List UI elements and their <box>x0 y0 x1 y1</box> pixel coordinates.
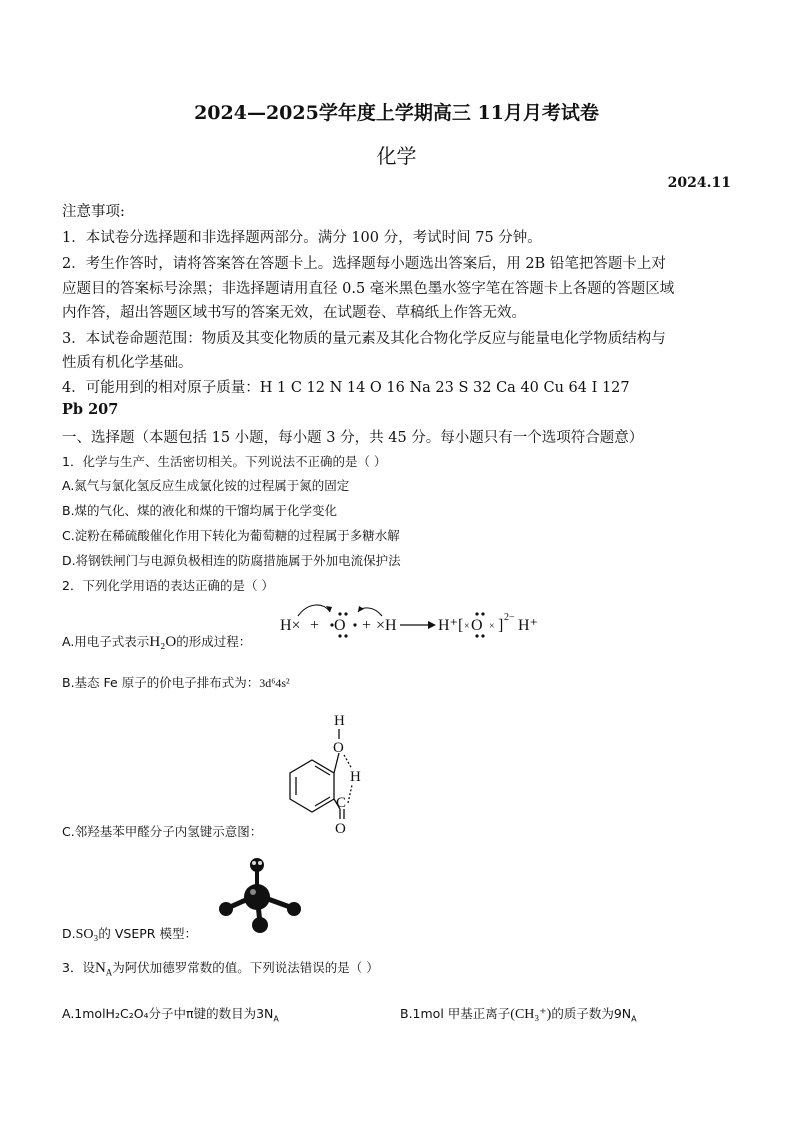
q1-option-a: A.氮气与氯化氢反应生成氯化铵的过程属于氮的固定 <box>62 478 350 493</box>
electron-dot <box>481 612 484 615</box>
svg-text:H×: H× <box>280 617 301 634</box>
note-4-line1: 4．可能用到的相对原子质量：H 1 C 12 N 14 O 16 Na 23 S 32 Ca 40 Cu 64 I 127 <box>62 380 630 396</box>
q3-option-b: B.1mol 甲基正离子(CH₃⁺)的质子数为$9N_A$ <box>400 1006 637 1024</box>
note-2-line3: 内作答，超出答题区域书写的答案无效，在试题卷、草稿纸上作答无效。 <box>62 305 526 321</box>
note-1: 1．本试卷分选择题和非选择题两部分。满分 100 分，考试时间 75 分钟。 <box>62 230 542 246</box>
oxygen-ball <box>287 902 301 916</box>
svg-text:O: O <box>334 617 346 634</box>
oxygen-ball <box>252 917 268 933</box>
q3-option-a: A.1molH₂C₂O₄分子中π键的数目为$3N_A$ <box>62 1006 279 1024</box>
note-2-line2: 应题目的答案标号涂黑；非选择题请用直径 0.5 毫米黑色墨水签字笔在答题卡上各题的答题区域 <box>62 281 675 297</box>
note-3-line1: 3．本试卷命题范围：物质及其变化物质的量元素及其化合物化学反应与能量电化学物质结构与 <box>62 331 666 347</box>
svg-text:O: O <box>333 740 344 756</box>
electron-dot <box>344 634 347 637</box>
section-1-heading: 一、选择题（本题包括 15 小题，每小题 3 分，共 45 分。每小题只有一个选项符合题意） <box>62 430 644 446</box>
q1-stem: 1．化学与生产、生活密切相关。下列说法不正确的是（ ） <box>62 454 387 469</box>
electron-dot <box>353 623 356 626</box>
svg-text:O: O <box>471 617 483 634</box>
lone-pair-ball <box>250 858 264 872</box>
q2-option-c: C.邻羟基苯甲醛分子内氢键示意图： <box>62 824 263 839</box>
central-atom-ball <box>244 884 270 910</box>
electron-dot <box>338 634 341 637</box>
salicylaldehyde-structure <box>282 705 382 840</box>
svg-text:[: [ <box>458 617 464 634</box>
so3-vsepr-model <box>210 855 310 935</box>
electron-dot <box>475 634 478 637</box>
svg-text:×: × <box>464 621 470 632</box>
q2-option-d: D.SO₃的 VSEPR 模型： <box>62 926 197 942</box>
q2-option-a: A.用电子式表示H₂O的形成过程： <box>62 634 252 650</box>
svg-text:H⁺: H⁺ <box>518 617 538 634</box>
note-3-line2: 性质有机化学基础。 <box>62 355 193 371</box>
q1-option-c: C.淀粉在稀硫酸催化作用下转化为葡萄糖的过程属于多糖水解 <box>62 528 400 543</box>
q2-option-b: B.基态 Fe 原子的价电子排布式为：3d⁶4s² <box>62 675 290 690</box>
svg-text:C: C <box>336 795 347 811</box>
svg-text:]: ] <box>498 617 504 634</box>
oxygen-ball <box>219 902 233 916</box>
notes-heading: 注意事项: <box>62 204 125 220</box>
note-2-line1: 2．考生作答时，请将答案答在答题卡上。选择题每小题选出答案后，用 2B 铅笔把答题卡上对 <box>62 256 666 272</box>
electron-dot <box>338 612 341 615</box>
electron-dot <box>481 634 484 637</box>
svg-text:H: H <box>350 769 361 785</box>
svg-text:+: + <box>310 617 320 634</box>
electron-dot <box>475 612 478 615</box>
svg-text:H⁺: H⁺ <box>438 617 458 634</box>
h2o-formation-diagram <box>278 598 548 648</box>
q1-option-b: B.煤的气化、煤的液化和煤的干馏均属于化学变化 <box>62 503 338 518</box>
svg-text:×H: ×H <box>376 617 397 634</box>
svg-text:H: H <box>334 713 345 729</box>
subject-title: 化学 <box>376 144 417 168</box>
electron-dot <box>330 623 333 626</box>
svg-text:2−: 2− <box>504 612 515 623</box>
q1-option-d: D.将钢铁闸门与电源负极相连的防腐措施属于外加电流保护法 <box>62 553 401 568</box>
svg-text:O: O <box>335 821 346 837</box>
svg-text:×: × <box>489 621 495 632</box>
note-4-line2: Pb 207 <box>62 401 119 418</box>
q2-stem: 2．下列化学用语的表达正确的是（ ） <box>62 578 274 593</box>
svg-text:+: + <box>362 617 372 634</box>
exam-date: 2024.11 <box>667 175 731 191</box>
exam-title: 2024—2025学年度上学期高三 11月月考试卷 <box>194 102 599 124</box>
electron-dot <box>344 612 347 615</box>
q3-stem: 3．设$N_A$为阿伏加德罗常数的值。下列说法错误的是（ ） <box>62 960 379 978</box>
